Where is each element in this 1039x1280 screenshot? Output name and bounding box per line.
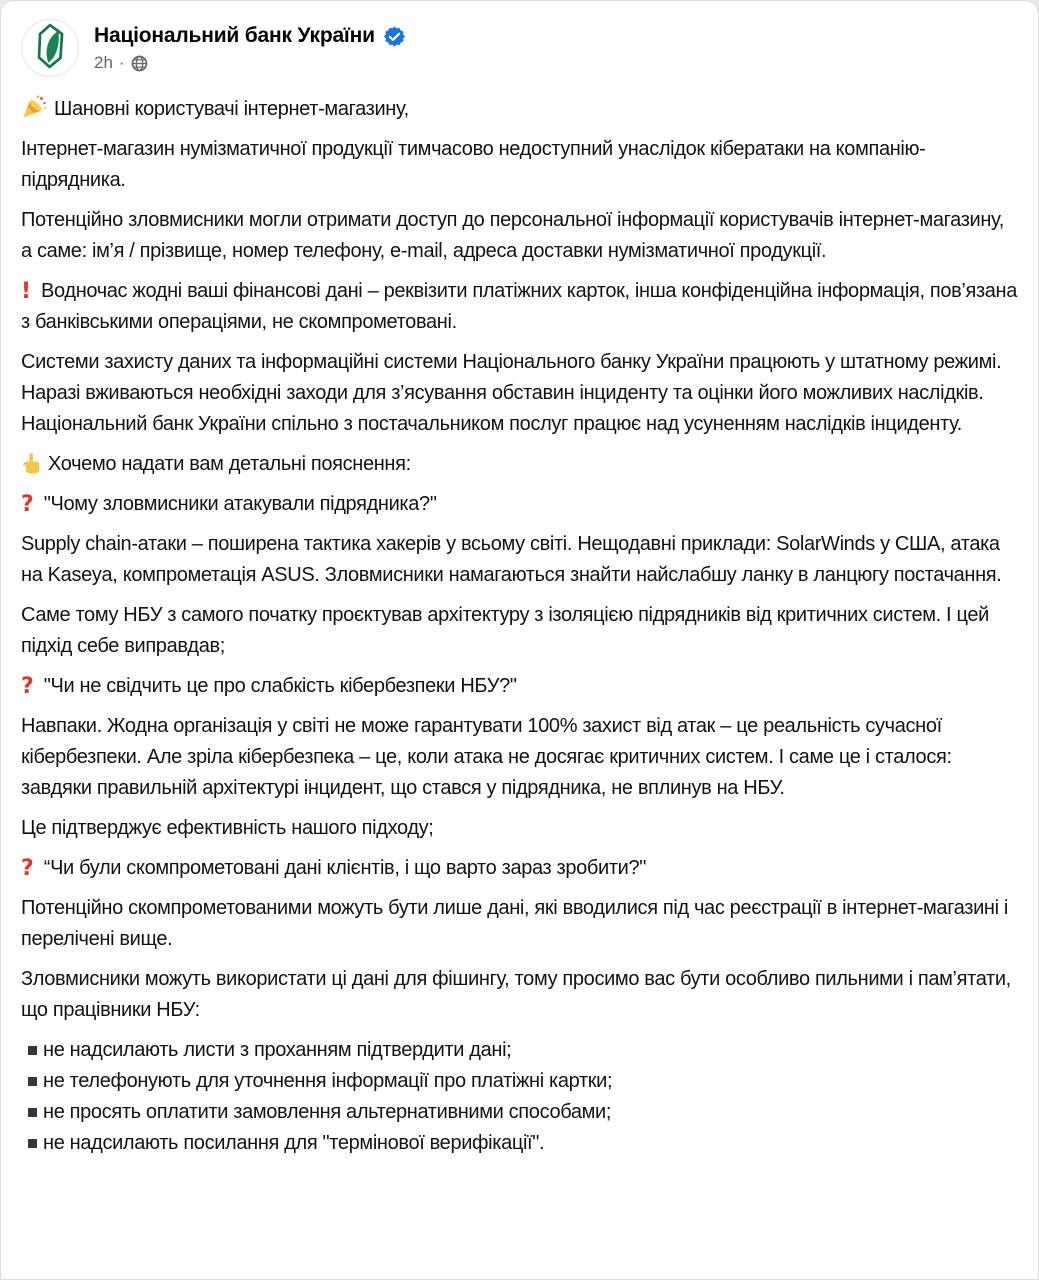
post-paragraph bbox=[21, 529, 1019, 591]
paragraph-text: “Чи були скомпрометовані дані клієнтів, і що варто зараз зробити?" bbox=[43, 857, 647, 879]
paragraph-text: "Чому зловмисники атакували підрядника?" bbox=[43, 493, 437, 515]
list-item: не надсилають посилання для "термінової верифікації". bbox=[21, 1128, 1019, 1159]
post-paragraph bbox=[21, 813, 1019, 844]
separator-dot: · bbox=[118, 53, 125, 72]
post-paragraph bbox=[21, 853, 1019, 884]
post-header bbox=[0, 0, 1039, 77]
list-item: не надсилають листи з проханням підтвердити дані; bbox=[21, 1035, 1019, 1066]
index-pointing-up-icon bbox=[21, 451, 41, 475]
post-paragraph bbox=[21, 711, 1019, 804]
paragraph-text: Водночас жодні ваші фінансові дані – реквізити платіжних карток, інша конфіденційна інформація, пов’язана з банківськими операціями, не скомпрометовані. bbox=[21, 280, 1018, 333]
timestamp[interactable]: 2h bbox=[94, 53, 113, 72]
paragraph-text: Саме тому НБУ з самого початку проєктував архітектуру з ізоляцією підрядників від критичних систем. І цей підхід себе виправдав; bbox=[21, 604, 989, 657]
paragraph-text: Supply chain-атаки – поширена тактика хакерів у всьому світі. Нещодавні приклади: SolarWinds у США, атака на Kaseya, компрометація ASUS. Зловмисники намагаються знайти найслабшу ланку в ланцюгу постачання. bbox=[21, 533, 1002, 586]
paragraph-text: Зловмисники можуть використати ці дані для фішингу, тому просимо вас бути особливо пильними і пам’ятати, що працівники НБУ: bbox=[21, 968, 1011, 1021]
post-content bbox=[0, 77, 1039, 1159]
paragraph-text: "Чи не свідчить це про слабкість кібербезпеки НБУ?" bbox=[43, 675, 517, 697]
nbu-logo-icon bbox=[30, 23, 70, 74]
meta-row bbox=[94, 53, 406, 73]
post-paragraph bbox=[21, 449, 1019, 480]
name-row bbox=[94, 24, 406, 48]
post-paragraph bbox=[21, 893, 1019, 955]
list-item: не просять оплатити замовлення альтернативними способами; bbox=[21, 1097, 1019, 1128]
page-name-link[interactable]: Національний банк України bbox=[94, 24, 375, 47]
verified-badge-icon bbox=[383, 25, 406, 48]
paragraph-text: Навпаки. Жодна організація у світі не може гарантувати 100% захист від атак – це реальність сучасної кібербезпеки. Але зріла кібербезпека – це, коли атака не досягає критичних систем. І саме це і сталося: завдяки правильній архітектурі інцидент, що стався у підрядника, не вплинув на НБУ. bbox=[21, 715, 952, 799]
post-paragraph bbox=[21, 964, 1019, 1026]
list-item: не телефонують для уточнення інформації про платіжні картки; bbox=[21, 1066, 1019, 1097]
paragraph-text: Потенційно скомпрометованими можуть бути лише дані, які вводилися під час реєстрації в інтернет-магазині і перелічені вище. bbox=[21, 897, 1008, 950]
paragraph-text: Системи захисту даних та інформаційні системи Національного банку України працюють у штатному режимі. Наразі вживаються необхідні заходи для з’ясування обставин інциденту та оцінки його можливих наслідків. Національний банк України спільно з постачальником послуг працює над усуненням наслідків інциденту. bbox=[21, 351, 1002, 435]
question-mark-icon: ? bbox=[21, 674, 34, 699]
header-text bbox=[94, 19, 406, 73]
warning-list bbox=[21, 1035, 1019, 1159]
party-popper-icon bbox=[21, 94, 47, 120]
post-paragraph bbox=[21, 489, 1019, 520]
paragraph-text: Потенційно зловмисники могли отримати доступ до персональної інформації користувачів інтернет-магазину, а саме: ім’я / прізвище, номер телефону, e-mail, адреса доставки нумізматичної продукції. bbox=[21, 209, 1004, 262]
question-mark-icon: ? bbox=[21, 492, 34, 517]
post-paragraph bbox=[21, 600, 1019, 662]
post-paragraph bbox=[21, 347, 1019, 440]
question-mark-icon: ? bbox=[21, 856, 34, 881]
paragraph-text: Це підтверджує ефективність нашого підходу; bbox=[21, 817, 434, 839]
post-paragraph bbox=[21, 276, 1019, 338]
exclamation-icon: ! bbox=[21, 279, 32, 304]
avatar[interactable] bbox=[21, 19, 79, 77]
post-paragraph bbox=[21, 205, 1019, 267]
paragraph-text: Інтернет-магазин нумізматичної продукції тимчасово недоступний унаслідок кібератаки на компанію-підрядника. bbox=[21, 138, 926, 191]
post-paragraph bbox=[21, 671, 1019, 702]
paragraph-text: Хочемо надати вам детальні пояснення: bbox=[48, 453, 411, 475]
post-paragraph bbox=[21, 94, 1019, 125]
post-paragraph bbox=[21, 134, 1019, 196]
paragraph-text: Шановні користувачі інтернет-магазину, bbox=[54, 98, 409, 120]
globe-icon bbox=[131, 55, 148, 72]
